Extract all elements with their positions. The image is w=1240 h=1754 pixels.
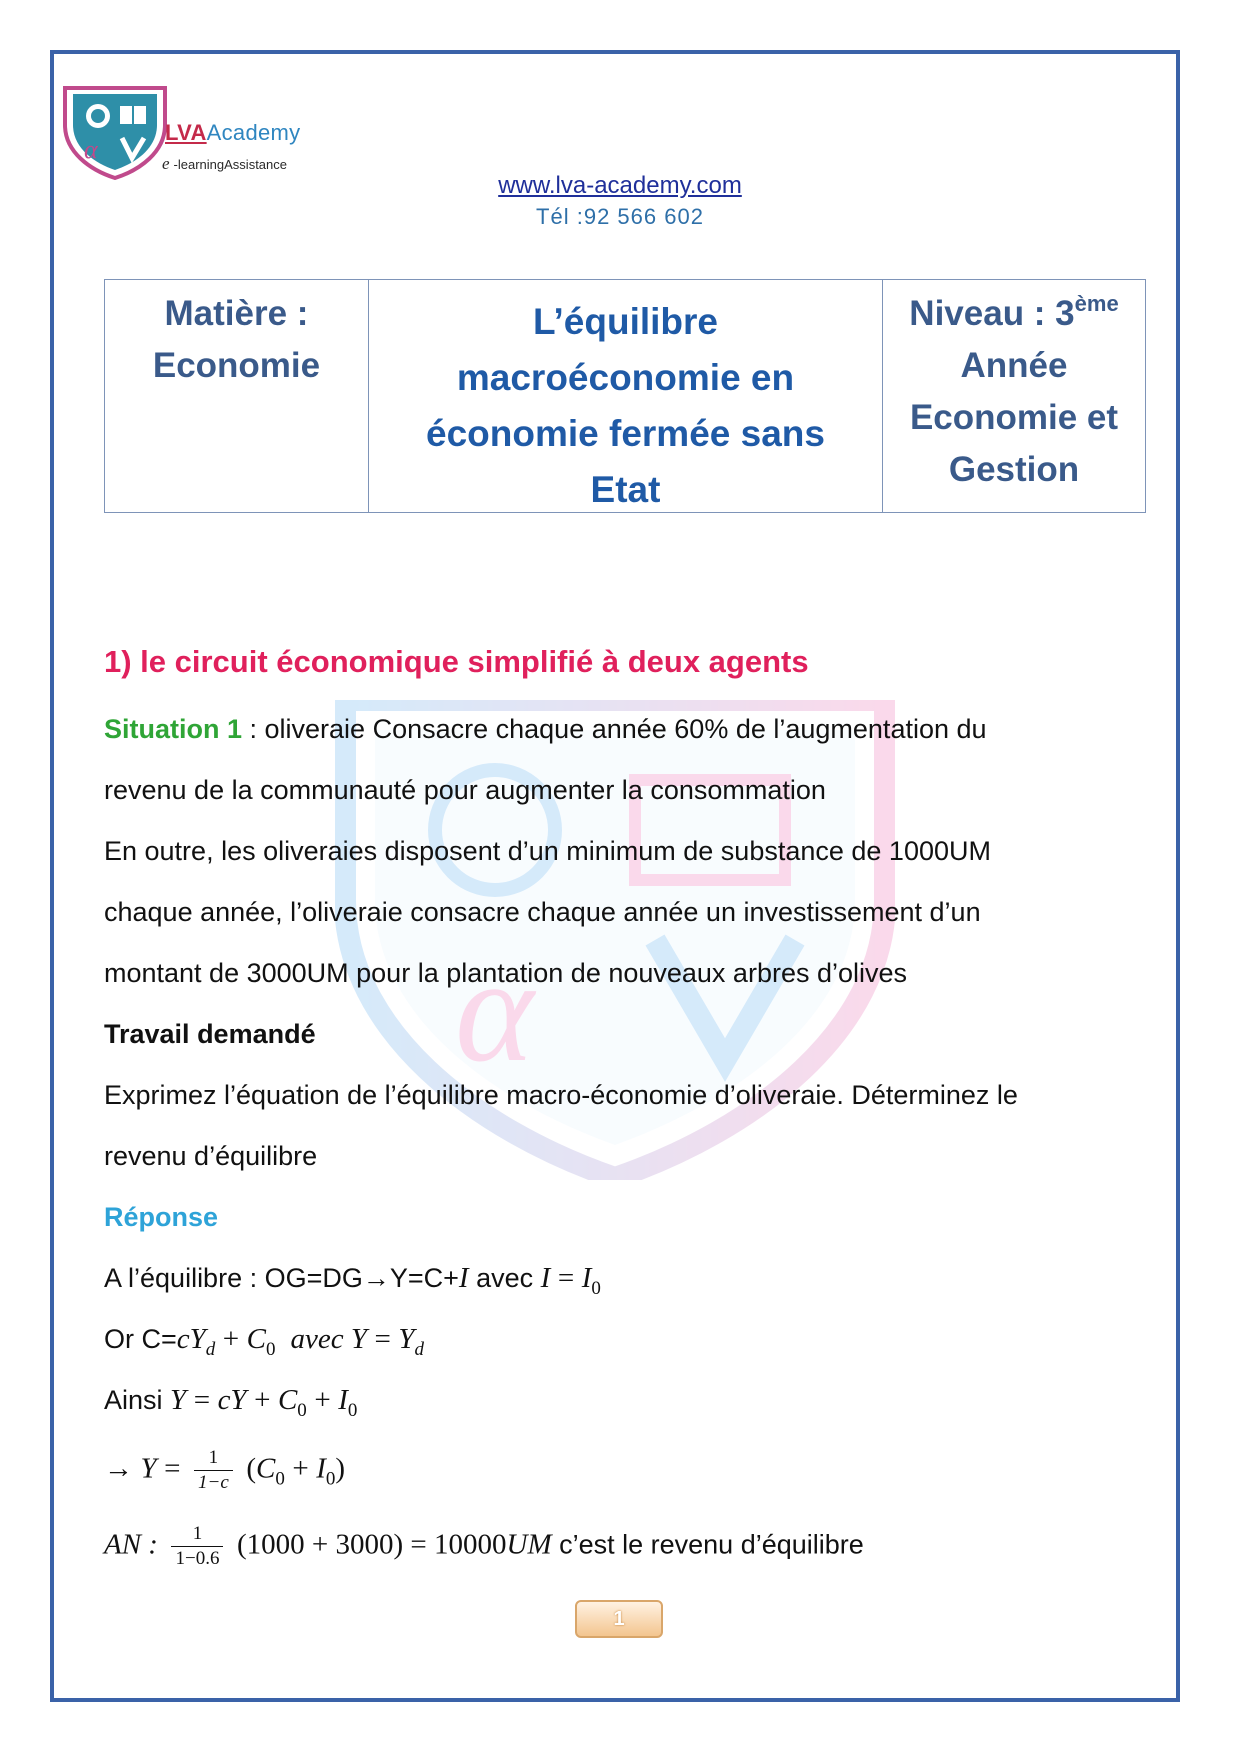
eq4-math: ) — [335, 1452, 346, 1485]
eq2-math: C — [246, 1323, 266, 1355]
eq3-math: C — [277, 1384, 298, 1416]
eq4-math: 0 — [275, 1468, 285, 1490]
eq1-math: I — [581, 1262, 592, 1294]
brand-tagline — [162, 154, 287, 174]
situation-line: revenu de la communauté pour augmenter la consommation — [104, 775, 826, 805]
level-cell — [883, 280, 1145, 512]
level-line: Economie et — [909, 398, 1119, 437]
eq3-math: 0 — [297, 1400, 307, 1421]
eq1-math: = — [557, 1262, 575, 1294]
title-line: économie fermée sans — [426, 413, 825, 454]
eq1-math: I — [458, 1262, 469, 1294]
tagline-e: e — [162, 154, 170, 173]
fraction — [171, 1522, 223, 1571]
eq3-text: Ainsi — [104, 1385, 171, 1415]
fraction-numerator: 1 — [171, 1522, 223, 1547]
equation-solution — [104, 1446, 345, 1495]
equation-application — [104, 1522, 864, 1571]
an-conclusion: c’est le revenu d’équilibre — [551, 1529, 864, 1560]
brand-lva: LVA — [165, 120, 207, 145]
eq1-avec: avec — [468, 1263, 541, 1293]
eq4-math: ( — [246, 1452, 256, 1485]
situation-text: : oliveraie Consacre chaque année 60% de l’augmentation du — [242, 714, 987, 744]
phone-number: Tél :92 566 602 — [536, 204, 704, 229]
title-line: L’équilibre — [532, 301, 719, 342]
eq3-math: + — [254, 1384, 271, 1416]
equation-equilibrium — [104, 1262, 601, 1300]
level-prefix: Niveau : 3 — [909, 294, 1075, 333]
brand-academy: Academy — [206, 120, 301, 145]
eq2-math: d — [414, 1339, 425, 1360]
lva-academy-logo — [60, 80, 170, 180]
fraction-denominator: 1−c — [198, 1472, 229, 1493]
an-unit: UM — [506, 1528, 552, 1561]
fraction — [194, 1446, 233, 1495]
situation-line: En outre, les oliveraies disposent d’un minimum de substance de 1000UM — [104, 836, 991, 866]
fraction-numerator: 1 — [194, 1446, 233, 1471]
eq2-text: Or C= — [104, 1324, 177, 1354]
eq2-math: avec Y — [290, 1323, 368, 1355]
eq3-math: Y — [170, 1384, 187, 1416]
level-line: Année — [960, 346, 1068, 385]
eq1-math: 0 — [591, 1278, 601, 1299]
level-line: Gestion — [948, 450, 1080, 489]
level-label — [883, 288, 1145, 340]
eq3-math: I — [338, 1384, 348, 1416]
eq3-math: = — [193, 1384, 211, 1416]
svg-text:α: α — [455, 927, 534, 1093]
header-table — [104, 279, 1146, 513]
page-number-badge: 1 — [575, 1600, 663, 1638]
fraction-denominator: 1−0.6 — [175, 1548, 220, 1569]
subject-cell — [105, 280, 369, 512]
eq1-math: I — [540, 1262, 551, 1294]
website-link[interactable]: www.lva-academy.com — [498, 172, 742, 199]
title-line: macroéconomie en — [456, 357, 795, 398]
an-label: AN : — [104, 1528, 158, 1561]
title-cell — [369, 280, 883, 512]
eq4-math: → — [104, 1452, 133, 1485]
eq4-math: + — [292, 1452, 309, 1485]
title-line: Etat — [590, 469, 661, 510]
eq2-math: cY — [176, 1323, 206, 1355]
level-sup: ème — [1074, 291, 1119, 316]
situation-line: montant de 3000UM pour la plantation de nouveaux arbres d’olives — [104, 958, 908, 988]
an-expression: (1000 + 3000) = 10000 — [236, 1528, 507, 1561]
eq3-math: + — [314, 1384, 331, 1416]
eq2-math: + — [222, 1323, 240, 1355]
subject-label: Matière : — [164, 294, 309, 333]
eq4-math: = — [164, 1452, 181, 1485]
eq3-math: cY — [217, 1384, 247, 1416]
eq4-math: C — [256, 1452, 276, 1485]
reponse-label: Réponse — [104, 1202, 219, 1232]
eq1-text: A l’équilibre : OG=DG→Y=C+ — [104, 1263, 459, 1293]
task-line: revenu d’équilibre — [104, 1141, 318, 1171]
eq2-math: = — [374, 1323, 391, 1355]
eq2-math: 0 — [266, 1339, 276, 1360]
eq4-math: Y — [140, 1452, 157, 1485]
equation-consumption — [104, 1323, 424, 1361]
eq2-math: d — [205, 1339, 216, 1360]
svg-text:α: α — [84, 135, 98, 164]
eq4-math: 0 — [325, 1468, 336, 1490]
eq3-math: 0 — [347, 1400, 358, 1421]
situation-line: chaque année, l’oliveraie consacre chaque année un investissement d’un — [104, 897, 981, 927]
eq2-math: Y — [398, 1323, 415, 1355]
task-line: Exprimez l’équation de l’équilibre macro-économie d’oliveraie. Déterminez le — [104, 1080, 1018, 1110]
task-label: Travail demandé — [104, 1019, 316, 1049]
subject-value: Economie — [152, 346, 321, 385]
brand-name — [165, 120, 300, 146]
equation-ainsi — [104, 1384, 357, 1422]
situation-line — [104, 714, 987, 745]
tagline-text: -learningAssistance — [173, 157, 287, 172]
eq4-math: I — [316, 1452, 326, 1485]
situation-label: Situation 1 — [104, 714, 243, 744]
section-title: 1) le circuit économique simplifié à deux agents — [104, 644, 809, 679]
